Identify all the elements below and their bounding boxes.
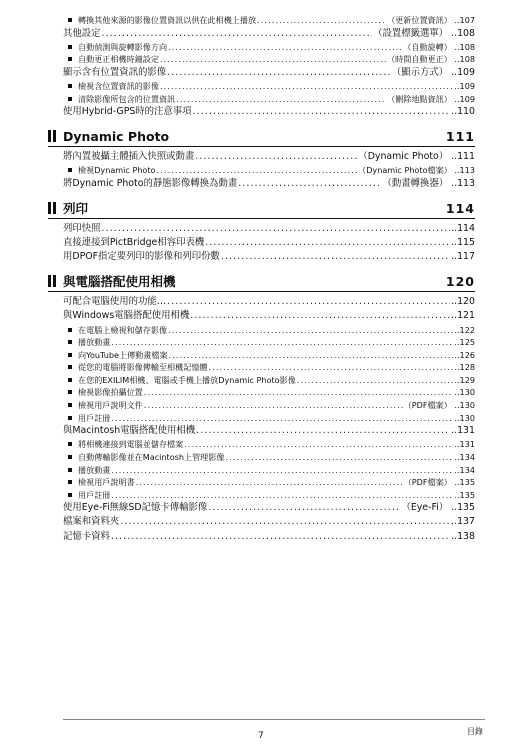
section-heading[interactable]	[63, 200, 475, 216]
page-number-value: 110	[457, 106, 475, 118]
toc-entry-text: 檢視影像拍攝位置	[78, 387, 143, 398]
dot-leader	[190, 309, 450, 323]
toc-entry-text: 轉換其他來源的影像位置資訊以供在此相機上播放	[78, 15, 257, 25]
toc-subentry[interactable]	[63, 41, 475, 54]
dot-leader	[102, 27, 373, 41]
toc-entry-title	[63, 105, 192, 119]
bullet-icon	[68, 403, 72, 407]
page-prefix-dots: ..	[451, 425, 458, 437]
toc-entry-page	[454, 464, 475, 477]
bullet-icon	[68, 57, 72, 61]
bullet-icon	[68, 328, 72, 332]
page-number: 7	[258, 731, 264, 741]
page-prefix-dots: ..	[454, 451, 460, 462]
toc-entry-text: 用戶註冊	[78, 412, 111, 423]
toc-entry-page	[454, 336, 475, 349]
toc-entry-text: 向YouTube上傳動畫檔案	[78, 349, 168, 360]
dot-leader	[168, 41, 402, 54]
page-number-value: 130	[459, 387, 475, 398]
toc-entry-title	[63, 150, 194, 164]
toc-entry-text: 將內置被攝主體插入快照或動畫	[63, 151, 195, 163]
toc-entry-tag: （顯示方式）	[391, 66, 449, 78]
dot-leader	[160, 80, 453, 93]
page-number-value: 113	[459, 165, 475, 176]
toc-subentry[interactable]	[63, 464, 475, 477]
toc-entry[interactable]	[63, 222, 475, 236]
dot-leader	[195, 150, 357, 164]
page-number-value: 134	[459, 451, 475, 462]
toc-entry-text: 記憶卡資料	[63, 530, 110, 542]
toc-entry-title	[63, 236, 204, 250]
section-underline	[48, 218, 475, 219]
toc-entry-title	[63, 27, 101, 41]
toc-entry-page	[451, 222, 475, 236]
table-of-contents	[63, 14, 475, 544]
toc-entry-title	[63, 93, 175, 106]
page-number-value: 135	[457, 502, 475, 514]
toc-entry-text: 用DPOF指定要列印的影像和列印份數	[63, 251, 220, 263]
bullet-icon	[68, 480, 72, 484]
dot-leader	[184, 438, 453, 451]
bullet-icon	[68, 353, 72, 357]
toc-entry[interactable]	[63, 150, 475, 164]
page-prefix-dots: ..	[454, 387, 460, 398]
toc-subentry[interactable]	[63, 336, 475, 349]
toc-entry[interactable]	[63, 66, 475, 80]
toc-entry-tag: （Dynamic Photo檔案）	[358, 165, 452, 176]
toc-subentry[interactable]	[63, 53, 475, 66]
toc-entry-page	[358, 150, 475, 164]
toc-entry-title	[63, 250, 220, 264]
toc-entry-page	[454, 324, 475, 337]
page-number-value: 121	[457, 310, 475, 322]
toc-entry-text: 播放動畫	[78, 464, 111, 475]
page-number-value: 130	[459, 400, 475, 411]
toc-entry-title	[63, 451, 224, 464]
toc-entry-page	[404, 476, 475, 489]
toc-entry-page	[451, 295, 475, 309]
page-prefix-dots: ..	[451, 15, 460, 25]
toc-entry-title	[63, 349, 168, 362]
bullet-icon	[68, 442, 72, 446]
toc-entry-text: 直接連接到PictBridge相容印表機	[63, 237, 205, 249]
page-number-value: 131	[457, 425, 475, 437]
dot-leader	[102, 222, 451, 236]
bullet-icon	[68, 416, 72, 420]
toc-entry-title	[63, 501, 207, 515]
page-number-value: 120	[457, 296, 475, 308]
toc-entry[interactable]	[63, 530, 475, 544]
toc-entry-title	[63, 295, 166, 309]
toc-entry-title	[63, 412, 110, 425]
toc-entry-text: 從您的電腦將影像傳輸至相機記憶體	[78, 362, 208, 373]
dot-leader	[169, 349, 454, 362]
page-prefix-dots: ..	[451, 296, 458, 308]
page-prefix-dots: ..	[454, 324, 460, 335]
toc-entry-text: 其他設定	[63, 27, 101, 39]
toc-entry-title	[63, 41, 167, 54]
page-prefix-dots: ..	[448, 177, 458, 189]
footer-divider	[63, 719, 485, 720]
section-page: 111	[445, 128, 475, 144]
toc-entry-page	[403, 41, 475, 54]
toc-entry-text: 可配合電腦使用的功能…	[63, 296, 167, 308]
page-prefix-dots: ..	[451, 165, 460, 176]
page-prefix-dots: ..	[451, 54, 460, 65]
toc-entry[interactable]	[63, 236, 475, 250]
page-number-value: 130	[459, 412, 475, 423]
dot-leader	[157, 164, 358, 177]
dot-leader	[221, 250, 450, 264]
toc-entry-text: 檔案和資料夾	[63, 516, 120, 528]
toc-entry-page	[392, 66, 475, 80]
page-number-value: 126	[459, 349, 475, 360]
toc-entry-tag: （設置標籤選單）	[373, 27, 449, 39]
toc-entry-title	[63, 14, 256, 27]
page-prefix-dots: ..	[448, 151, 458, 163]
section-title: 與電腦搭配使用相機	[63, 274, 176, 290]
toc-entry-page	[401, 501, 475, 515]
toc-entry-page	[387, 14, 475, 27]
dot-leader	[111, 412, 453, 425]
toc-entry-page	[451, 250, 475, 264]
page-number-value: 135	[459, 489, 475, 500]
toc-subentry[interactable]	[63, 386, 475, 399]
toc-entry-text: 與Macintosh電腦搭配使用相機	[63, 425, 196, 437]
toc-entry[interactable]	[63, 177, 475, 191]
section-heading[interactable]	[63, 273, 475, 289]
dot-leader	[238, 177, 381, 191]
dot-leader	[176, 93, 386, 106]
toc-entry-page	[454, 374, 475, 387]
page-number-value: 109	[459, 80, 475, 91]
toc-entry-page	[451, 515, 475, 529]
toc-entry-title	[63, 53, 159, 66]
toc-subentry[interactable]	[63, 93, 475, 106]
toc-entry-page	[454, 361, 475, 374]
dot-leader	[111, 336, 453, 349]
dot-leader	[257, 14, 386, 27]
dot-leader	[111, 464, 453, 477]
toc-subentry[interactable]	[63, 374, 475, 387]
page-prefix-dots: ..	[448, 502, 458, 514]
toc-entry[interactable]	[63, 309, 475, 323]
page-prefix-dots: ..	[454, 374, 460, 385]
toc-entry-page	[387, 53, 475, 66]
page-prefix-dots: ..	[454, 489, 460, 500]
toc-subentry[interactable]	[63, 476, 475, 489]
page-prefix-dots: ..	[451, 477, 460, 488]
page-number-value: 117	[457, 251, 475, 263]
toc-entry-tag: （自動旋轉）	[403, 41, 452, 52]
page-number-value: 125	[459, 337, 475, 348]
page-number-value: 108	[459, 54, 475, 65]
toc-subentry[interactable]	[63, 324, 475, 337]
toc-entry-page	[451, 424, 475, 438]
toc-entry-text: 檢視用戶說明書	[78, 477, 135, 488]
toc-entry-text: 播放動畫	[78, 337, 111, 348]
toc-entry-text: 使用Eye-Fi無線SD記憶卡傳輸影像	[63, 502, 208, 514]
dot-leader	[208, 501, 400, 515]
section-underline	[48, 291, 475, 292]
toc-entry-title	[63, 399, 143, 412]
toc-entry-text: 將Dynamic Photo的靜態影像轉換為動畫	[63, 177, 238, 189]
page-number-value: 122	[459, 324, 475, 335]
toc-entry-text: 列印快照	[63, 223, 101, 235]
toc-entry-title	[63, 489, 110, 502]
dot-leader	[297, 374, 454, 387]
section-page: 114	[445, 200, 475, 216]
bullet-icon	[68, 168, 72, 172]
toc-entry-page	[454, 438, 475, 451]
dot-leader	[111, 530, 450, 544]
toc-entry-title	[63, 438, 183, 451]
page-prefix-dots: ..	[454, 337, 460, 348]
dot-leader	[111, 489, 453, 502]
toc-entry-text: 將相機連接到電腦並儲存檔案	[78, 439, 184, 450]
bullet-icon	[68, 18, 72, 22]
page-number-value: 134	[459, 464, 475, 475]
dot-leader	[120, 515, 450, 529]
toc-entry[interactable]	[63, 424, 475, 438]
section-underline	[48, 146, 475, 147]
toc-entry-title	[63, 177, 237, 191]
dot-leader	[196, 424, 450, 438]
page-number-value: 114	[457, 223, 475, 235]
section-title: Dynamic Photo	[63, 128, 170, 144]
toc-entry-text: 在電腦上檢視和儲存影像	[78, 324, 168, 335]
page-number-value: 111	[457, 151, 475, 163]
toc-entry-page	[358, 164, 475, 177]
toc-entry-page	[454, 412, 475, 425]
toc-entry-page	[373, 27, 475, 41]
page-prefix-dots: ..	[454, 439, 460, 450]
bullet-icon	[68, 390, 72, 394]
toc-subentry[interactable]	[63, 399, 475, 412]
toc-entry-text: 檢視Dynamic Photo	[78, 165, 156, 176]
page-number-value: 129	[459, 374, 475, 385]
toc-entry-page	[387, 93, 475, 106]
page-prefix-dots: ..	[451, 400, 460, 411]
toc-entry-tag: （時間自動更正）	[387, 54, 452, 65]
toc-entry-title	[63, 424, 195, 438]
page-prefix-dots: ..	[454, 349, 460, 360]
toc-entry-tag: （刪除地點資訊）	[387, 93, 452, 104]
dot-leader	[144, 386, 454, 399]
toc-intro-entries	[63, 14, 475, 119]
toc-subentry[interactable]	[63, 412, 475, 425]
toc-entry-title	[63, 80, 159, 93]
bullet-icon	[68, 378, 72, 382]
dot-leader	[209, 361, 454, 374]
toc-subentry[interactable]	[63, 349, 475, 362]
bullet-icon	[68, 468, 72, 472]
toc-entry-title	[63, 361, 208, 374]
page-number-value: 135	[459, 477, 475, 488]
toc-subentry[interactable]	[63, 80, 475, 93]
toc-entry[interactable]	[63, 295, 475, 309]
toc-entry-page	[454, 349, 475, 362]
toc-entry-text: 自動偵測與旋轉影像方向	[78, 41, 168, 52]
toc-entry-text: 用戶註冊	[78, 489, 111, 500]
page-number-value: 137	[457, 516, 475, 528]
bullet-icon	[68, 340, 72, 344]
dot-leader	[136, 476, 403, 489]
toc-entry-page	[454, 451, 475, 464]
dot-leader	[205, 236, 450, 250]
toc-entry-text: 與Windows電腦搭配使用相機	[63, 310, 190, 322]
page-number-value: 108	[457, 27, 475, 39]
bullet-icon	[68, 365, 72, 369]
page-prefix-dots: ..	[451, 41, 460, 52]
page-prefix-dots: ..	[451, 530, 458, 542]
page-prefix-dots: ..	[451, 516, 458, 528]
toc-entry-text: 自動更正相機時鐘設定	[78, 54, 159, 65]
bullet-icon	[68, 455, 72, 459]
toc-entry-tag: （PDF檔案）	[403, 477, 452, 488]
dot-leader	[167, 295, 450, 309]
page-number-value: 128	[459, 362, 475, 373]
page-number-value: 107	[459, 15, 475, 25]
page-prefix-dots: ..	[448, 66, 458, 78]
toc-entry-title	[63, 66, 166, 80]
page-prefix-dots: ..	[454, 464, 460, 475]
toc-entry-text: 自動傳輸影像並在Macintosh上管理影像	[78, 451, 225, 462]
toc-entry-title	[63, 336, 110, 349]
toc-entry-page	[404, 399, 475, 412]
toc-entry-tag: （更新位置資訊）	[387, 15, 452, 25]
page-number-value: 115	[457, 237, 475, 249]
toc-entry-tag: （Dynamic Photo）	[358, 151, 449, 163]
toc-entry[interactable]	[63, 27, 475, 41]
toc-entry-text: 檢視含位置資訊的影像	[78, 80, 159, 91]
toc-entry-title	[63, 374, 296, 387]
bullet-icon	[68, 493, 72, 497]
section-page: 120	[445, 273, 475, 289]
page-prefix-dots: ..	[451, 251, 458, 263]
section-heading[interactable]	[63, 128, 475, 144]
page-prefix-dots: ..	[451, 93, 460, 104]
page-prefix-dots: ..	[451, 223, 458, 235]
page-prefix-dots: ..	[451, 106, 458, 118]
toc-entry-page	[451, 236, 475, 250]
toc-subentry[interactable]	[63, 164, 475, 177]
section-marker-icon	[48, 202, 58, 214]
footer-section-label: 目錄	[467, 727, 483, 736]
toc-entry-title	[63, 530, 110, 544]
page-number-value: 109	[457, 66, 475, 78]
page-prefix-dots: ..	[451, 237, 458, 249]
toc-entry-text: 顯示含有位置資訊的影像	[63, 66, 167, 78]
dot-leader	[160, 53, 386, 66]
toc-entry-title	[63, 464, 110, 477]
dot-leader	[144, 399, 403, 412]
page-number-value: 113	[457, 177, 475, 189]
toc-entry-title	[63, 476, 135, 489]
dot-leader	[193, 105, 451, 119]
toc-entry-title	[63, 515, 119, 529]
page-number-value: 109	[459, 93, 475, 104]
toc-entry-title	[63, 164, 156, 177]
section-spacer	[63, 119, 475, 128]
bullet-icon	[68, 97, 72, 101]
page-prefix-dots: ..	[451, 310, 458, 322]
toc-entry[interactable]	[63, 515, 475, 529]
toc-entry[interactable]	[63, 501, 475, 515]
toc-entry-text: 使用Hybrid-GPS時的注意事項	[63, 106, 192, 118]
toc-entry-page	[383, 177, 476, 191]
page-number-value: 138	[457, 530, 475, 542]
toc-entry-page	[451, 530, 475, 544]
toc-subentry[interactable]	[63, 361, 475, 374]
toc-subentry[interactable]	[63, 489, 475, 502]
section-marker-icon	[48, 130, 58, 142]
toc-entry-tag: （Eye-Fi）	[401, 502, 449, 514]
toc-entry-title	[63, 222, 101, 236]
toc-entry-text: 清除影像所包含的位置資訊	[78, 93, 176, 104]
toc-entry[interactable]	[63, 105, 475, 119]
dot-leader	[168, 324, 453, 337]
dot-leader	[225, 451, 453, 464]
toc-sections	[63, 119, 475, 543]
toc-entry-text: 檢視用戶說明文件	[78, 400, 143, 411]
toc-entry-tag: （PDF檔案）	[403, 400, 452, 411]
toc-subentry[interactable]	[63, 451, 475, 464]
toc-subentry[interactable]	[63, 438, 475, 451]
toc-entry-page	[451, 309, 475, 323]
dot-leader	[167, 66, 391, 80]
toc-entry-page	[454, 489, 475, 502]
toc-entry-text: 在您的EXILIM相機、電腦或手機上播放Dynamic Photo影像	[78, 374, 296, 385]
page-number-value: 108	[459, 41, 475, 52]
toc-entry-page	[454, 80, 475, 93]
toc-entry-page	[454, 386, 475, 399]
page-prefix-dots: ..	[448, 27, 458, 39]
toc-entry-title	[63, 386, 143, 399]
toc-entry-title	[63, 324, 167, 337]
toc-entry-title	[63, 309, 189, 323]
toc-entry-tag: （動畫轉換器）	[382, 177, 449, 189]
toc-entry-page	[451, 105, 475, 119]
page-number-value: 131	[459, 439, 475, 450]
toc-subentry[interactable]	[63, 14, 475, 27]
page-prefix-dots: ..	[454, 80, 460, 91]
section-title: 列印	[63, 201, 89, 217]
bullet-icon	[68, 84, 72, 88]
page-prefix-dots: ..	[454, 412, 460, 423]
section-marker-icon	[48, 275, 58, 287]
page-prefix-dots: ..	[454, 362, 460, 373]
toc-entry[interactable]	[63, 250, 475, 264]
bullet-icon	[68, 45, 72, 49]
